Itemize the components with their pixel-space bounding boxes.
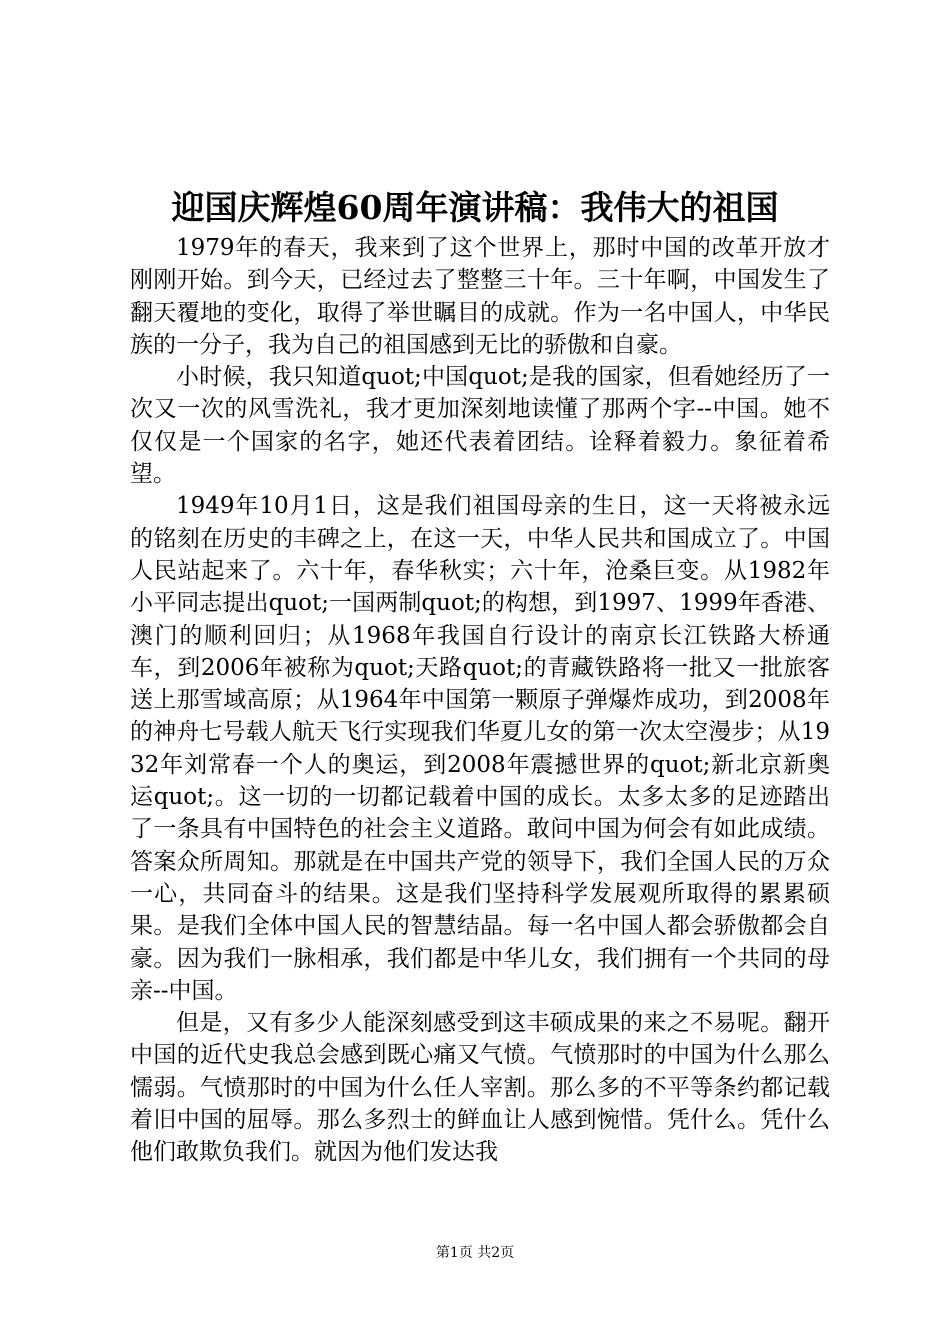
paragraph: 1949年10月1日，这是我们祖国母亲的生日，这一天将被永远的铭刻在历史的丰碑之上，在这一天，中华人民共和国成立了。中国人民站起来了。六十年，春华秋实；六十年，沧桑巨变。从1982年小平同志提出quot;一国两制quot;的构想，到1997、1999年香港、澳门的顺利回归；从1968年我国自行设计的南京长江铁路大桥通车，到2006年被称为quot;天路quot;的青藏铁路将一批又一批旅客送上那雪域高原；从1964年中国第一颗原子弹爆炸成功，到2008年的神舟七号载人航天飞行实现我们华夏儿女的第一次太空漫步；从1932年刘常春一个人的奥运，到2008年震撼世界的quot;新北京新奥运quot;。这一切的一切都记载着中国的成长。太多太多的足迹踏出了一条具有中国特色的社会主义道路。敢问中国为何会有如此成绩。答案众所周知。那就是在中国共产党的领导下，我们全国人民的万众一心，共同奋斗的结果。这是我们坚持科学发展观所取得的累累硕果。是我们全体中国人民的智慧结晶。每一名中国人都会骄傲都会自豪。因为我们一脉相承，我们都是中华儿女，我们拥有一个共同的母亲--中国。 [130,493,830,1004]
paragraph: 1979年的春天，我来到了这个世界上，那时中国的改革开放才刚刚开始。到今天，已经过去了整整三十年。三十年啊，中国发生了翻天覆地的变化，取得了举世瞩目的成就。作为一名中国人，中华民族的一分子，我为自己的祖国感到无比的骄傲和自豪。 [130,235,830,358]
paragraph: 但是，又有多少人能深刻感受到这丰硕成果的来之不易呢。翻开中国的近代史我总会感到既心痛又气愤。气愤那时的中国为什么那么懦弱。气愤那时的中国为什么任人宰割。那么多的不平等条约都记载着旧中国的屈辱。那么多烈士的鲜血让人感到惋惜。凭什么。凭什么他们敢欺负我们。就因为他们发达我 [130,1010,830,1166]
document-title: 迎国庆辉煌60周年演讲稿：我伟大的祖国 [171,188,779,227]
paragraph: 小时候，我只知道quot;中国quot;是我的国家，但看她经历了一次又一次的风雪洗礼，我才更加深刻地读懂了那两个字--中国。她不仅仅是一个国家的名字，她还代表着团结。诠释着毅力。象征着希望。 [130,364,830,488]
document-body [130,232,830,1169]
page-footer: 第1页 共2页 [435,1245,515,1261]
